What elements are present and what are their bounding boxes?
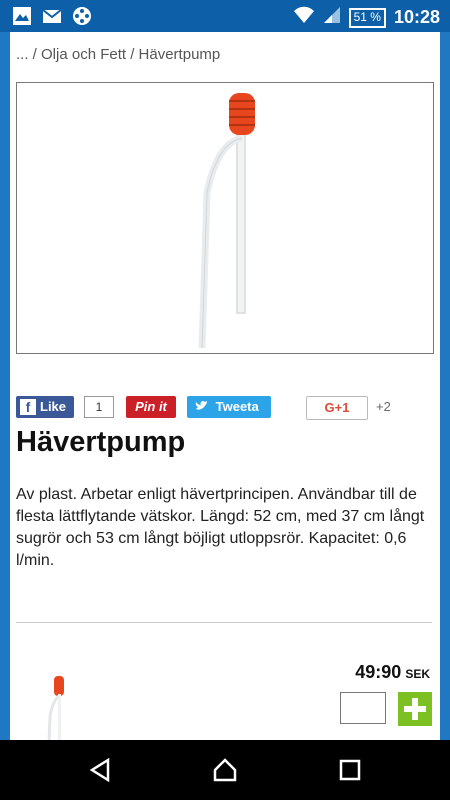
add-to-cart-button[interactable] [398,692,432,726]
product-description: Av plast. Arbetar enligt hävertprincipen. Användbar till de flesta lättflytande vätskor. Längd: 52 cm, med 37 cm långt sugrör och 53 cm långt böjligt utloppsrör. Kapacitet: 0,6 l/min. [16,486,425,569]
product-title: Hävertpump [16,426,186,458]
home-icon[interactable] [211,756,239,784]
product-thumbnail[interactable] [40,672,80,740]
signal-icon [323,6,341,29]
divider [16,622,432,623]
product-price: 49:90 [355,662,402,682]
status-bar [0,0,450,32]
product-image[interactable] [16,82,434,354]
back-icon[interactable] [86,756,114,784]
quantity-input[interactable] [340,692,386,724]
google-plus-button[interactable]: G+1 [306,396,368,420]
siphon-pump-thumb-image [40,672,80,740]
clock: 10:28 [393,7,440,27]
gallery-icon [12,6,32,26]
wifi-icon [293,6,315,29]
twitter-bird-icon [195,396,208,418]
android-nav-bar [0,740,450,800]
google-plus-count: +2 [376,399,391,414]
mail-icon [42,6,62,26]
facebook-like-count: 1 [84,396,114,418]
facebook-like-button[interactable] [16,396,74,418]
pinterest-pin-button[interactable]: Pin it [126,396,176,418]
facebook-icon: f [20,399,36,415]
product-page [10,32,440,740]
social-share-row [16,396,436,420]
film-reel-icon [72,6,92,26]
siphon-pump-image [17,83,433,353]
facebook-like-label: Like [40,399,67,414]
recent-apps-icon[interactable] [336,756,364,784]
price-currency: SEK [405,667,430,681]
tweet-label: Tweeta [215,399,259,414]
price-block [355,662,430,683]
twitter-tweet-button[interactable] [187,396,271,418]
plus-icon [398,700,432,733]
breadcrumb[interactable]: ... / Olja och Fett / Hävertpump [16,46,221,63]
battery-indicator: 51 % [349,8,386,28]
